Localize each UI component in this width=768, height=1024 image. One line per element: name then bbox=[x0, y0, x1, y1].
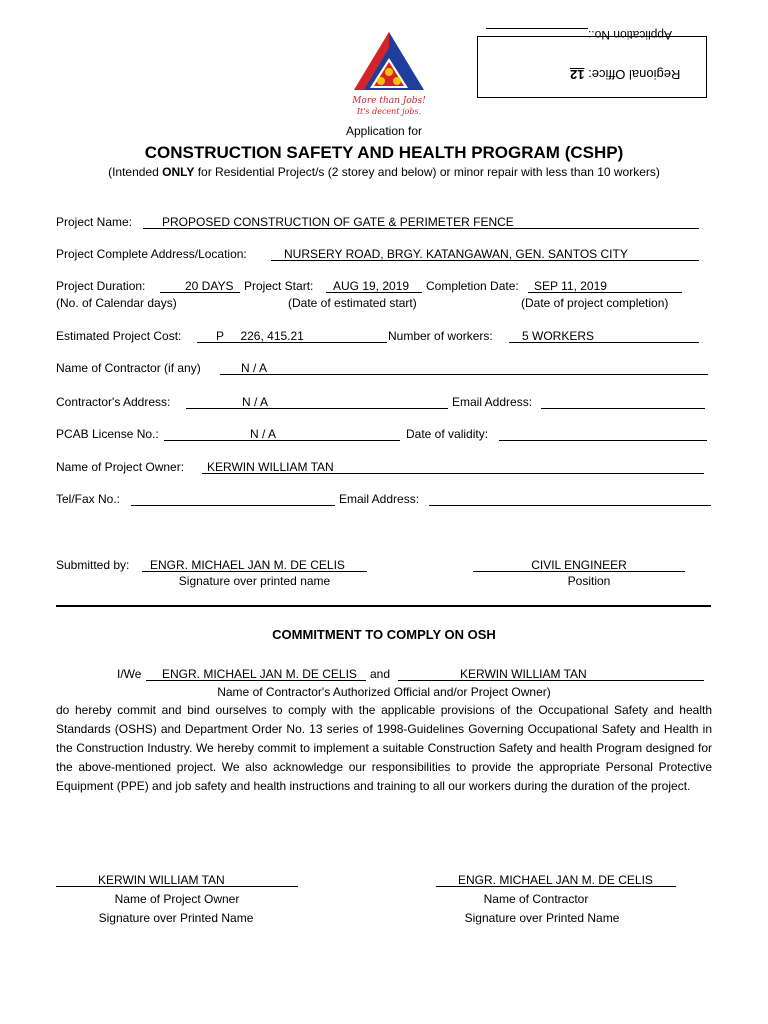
address-value: NURSERY ROAD, BRGY. KATANGAWAN, GEN. SANTOS CITY bbox=[284, 247, 628, 261]
contractor-label: Name of Contractor (if any) bbox=[56, 361, 201, 375]
contractor-address-label: Contractor's Address: bbox=[56, 395, 171, 409]
tel-field[interactable] bbox=[131, 492, 335, 506]
regional-office-box bbox=[477, 28, 707, 98]
contractor-value: N / A bbox=[241, 361, 268, 375]
pcab-label: PCAB License No.: bbox=[56, 427, 159, 441]
duration-label: Project Duration: bbox=[56, 279, 146, 293]
start-label: Project Start: bbox=[244, 279, 314, 293]
application-for: Application for bbox=[345, 124, 423, 138]
logo-star-icon bbox=[377, 77, 385, 85]
owner-value: KERWIN WILLIAM TAN bbox=[207, 460, 334, 474]
duration-hint: (No. of Calendar days) bbox=[56, 296, 177, 310]
intended-note: (Intended ONLY for Residential Project/s (2 storey and below) or minor repair with less than 10 workers) bbox=[108, 165, 660, 179]
start-hint: (Date of estimated start) bbox=[288, 296, 417, 310]
application-no-line bbox=[486, 27, 588, 29]
page-title: CONSTRUCTION SAFETY AND HEALTH PROGRAM (CSHP) bbox=[144, 143, 624, 162]
owner-label: Name of Project Owner: bbox=[56, 460, 185, 474]
contractor-caption: Name of Contractor bbox=[483, 892, 589, 906]
position-value: CIVIL ENGINEER bbox=[531, 558, 627, 572]
submitted-by-value: ENGR. MICHAEL JAN M. DE CELIS bbox=[150, 558, 345, 572]
project-name-label: Project Name: bbox=[56, 215, 133, 229]
email-label: Email Address: bbox=[452, 395, 533, 409]
pcab-value: N / A bbox=[250, 427, 277, 441]
logo-slogan-2: It's decent jobs. bbox=[356, 107, 422, 116]
workers-value: 5 WORKERS bbox=[522, 329, 595, 343]
commitment-title: COMMITMENT TO COMPLY ON OSH bbox=[272, 627, 496, 642]
owner-signature-name: KERWIN WILLIAM TAN bbox=[98, 873, 225, 887]
cost-label: Estimated Project Cost: bbox=[56, 329, 182, 343]
commitment-paragraph: do hereby commit and bind ourselves to comply with the applicable provisions of the Occupational Safety and health Standards (OSHS) and Department Order No. 13 series of 1998-Guidelines Governing Occupational Safety and Health in the Construction Industry. We hereby commit to implement a suitable Construction Safety and health Program designed for the above-mentioned project. We also acknowledge our responsibilities to provide the appropriate Personal Protective Equipment (PPE) and job safety and health instructions and training to all our workers during the duration of the project. bbox=[56, 703, 712, 793]
regional-office-label: Regional Office: 12 bbox=[570, 67, 681, 82]
validity-label: Date of validity: bbox=[406, 427, 489, 441]
submitted-by-label: Submitted by: bbox=[56, 558, 130, 572]
cost-value: P 226, 415.21 bbox=[216, 329, 304, 343]
email2-field[interactable] bbox=[429, 492, 711, 506]
regional-office-value: 12 bbox=[570, 67, 585, 82]
name2-value: KERWIN WILLIAM TAN bbox=[460, 667, 587, 681]
completion-label: Completion Date: bbox=[426, 279, 519, 293]
pcab-field[interactable] bbox=[164, 427, 400, 441]
duration-value: 20 DAYS bbox=[185, 279, 234, 293]
workers-label: Number of workers: bbox=[388, 329, 493, 343]
start-value: AUG 19, 2019 bbox=[333, 279, 410, 293]
contractor-sig-caption: Signature over Printed Name bbox=[464, 911, 620, 925]
logo-star-icon bbox=[385, 68, 393, 76]
logo-slogan-1: More than Jobs! bbox=[352, 96, 426, 106]
contractor-field[interactable] bbox=[220, 361, 708, 375]
contractor-signature-name: ENGR. MICHAEL JAN M. DE CELIS bbox=[458, 873, 653, 887]
email-field[interactable] bbox=[541, 395, 705, 409]
contractor-address-value: N / A bbox=[242, 395, 269, 409]
validity-field[interactable] bbox=[499, 427, 707, 441]
name1-value: ENGR. MICHAEL JAN M. DE CELIS bbox=[162, 667, 357, 681]
project-name-value: PROPOSED CONSTRUCTION OF GATE & PERIMETER FENCE bbox=[162, 215, 514, 229]
iwe-label: I/We bbox=[117, 667, 142, 681]
tel-label: Tel/Fax No.: bbox=[56, 492, 121, 506]
contractor-address-field[interactable] bbox=[186, 395, 448, 409]
section-divider bbox=[56, 605, 711, 607]
completion-hint: (Date of project completion) bbox=[521, 296, 669, 310]
application-no-label: Application No.: bbox=[588, 28, 673, 42]
owner-caption: Name of Project Owner bbox=[114, 892, 240, 906]
position-caption: Position bbox=[567, 574, 611, 588]
owner-sig-caption: Signature over Printed Name bbox=[98, 911, 254, 925]
email2-label: Email Address: bbox=[339, 492, 420, 506]
dole-logo bbox=[346, 28, 432, 120]
logo-star-icon bbox=[393, 77, 401, 85]
signature-caption: Signature over printed name bbox=[178, 574, 331, 588]
completion-value: SEP 11, 2019 bbox=[534, 279, 607, 293]
and-label: and bbox=[370, 667, 391, 681]
names-caption: Name of Contractor's Authorized Official and/or Project Owner) bbox=[217, 685, 551, 699]
address-label: Project Complete Address/Location: bbox=[56, 247, 247, 261]
